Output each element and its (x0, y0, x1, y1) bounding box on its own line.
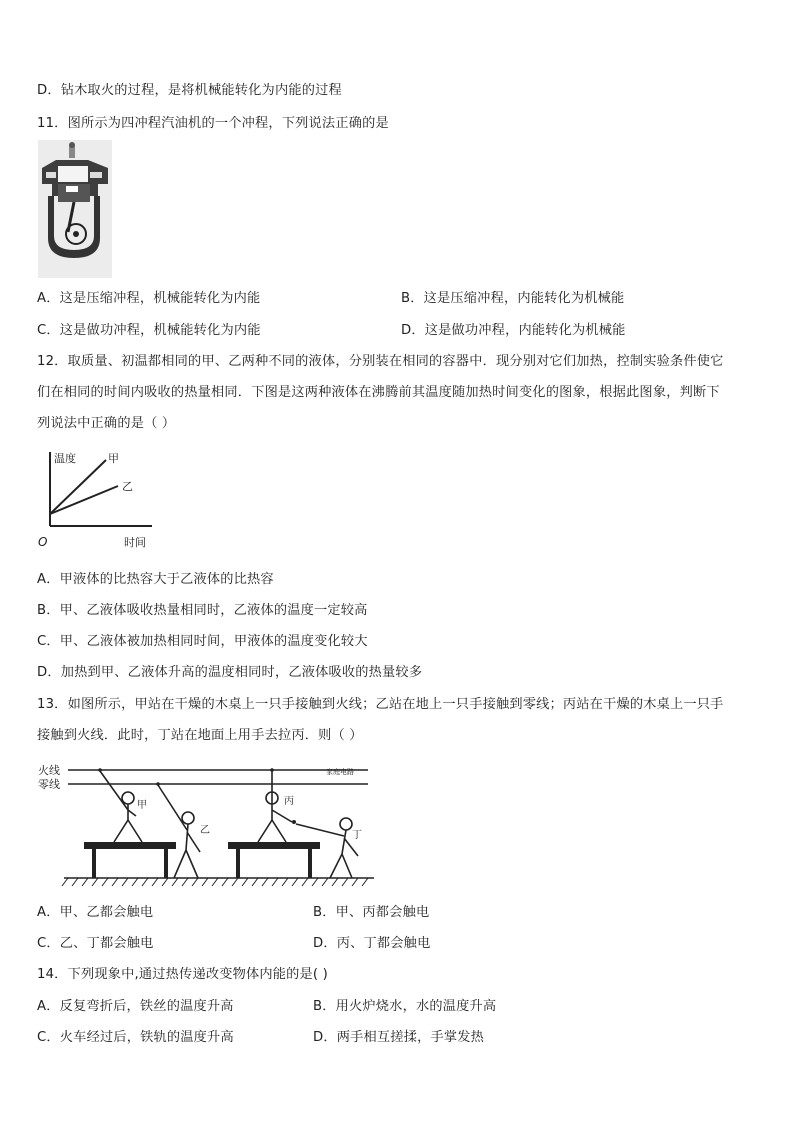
q13-stem-line1: 13．如图所示，甲站在干燥的木桌上一只手接触到火线；乙站在地上一只手接触到零线；丙站在干燥的木桌上一只手 (37, 697, 724, 712)
q12-option-d: D．加热到甲、乙液体升高的温度相同时，乙液体吸收的热量较多 (37, 665, 423, 680)
engine-cylinder-figure (38, 140, 112, 282)
live-wire-label: 火线 (38, 764, 60, 777)
q14-option-c: C．火车经过后，铁轨的温度升高 (37, 1030, 234, 1045)
q13-option-c: C．乙、丁都会触电 (37, 936, 154, 951)
q10-option-d: D．钻木取火的过程，是将机械能转化为内能的过程 (37, 83, 342, 98)
graph-label-jia: 甲 (108, 452, 119, 465)
q11-option-b: B．这是压缩冲程，内能转化为机械能 (401, 291, 625, 306)
q14-option-d: D．两手相互搓揉，手掌发热 (313, 1030, 485, 1045)
person-yi-label: 乙 (200, 825, 210, 836)
q12-option-c: C．甲、乙液体被加热相同时间，甲液体的温度变化较大 (37, 634, 368, 649)
circuit-people-figure (38, 760, 378, 892)
circuit-label: 家庭电路 (326, 768, 354, 776)
person-bing-label: 丙 (284, 796, 294, 807)
q14-option-a: A．反复弯折后，铁丝的温度升高 (37, 999, 234, 1014)
q14-stem: 14．下列现象中,通过热传递改变物体内能的是( ) (37, 967, 329, 982)
q11-stem: 11．图所示为四冲程汽油机的一个冲程，下列说法正确的是 (37, 116, 389, 131)
q12-option-a: A．甲液体的比热容大于乙液体的比热容 (37, 572, 274, 587)
temperature-time-graph (36, 446, 162, 554)
q13-option-a: A．甲、乙都会触电 (37, 905, 154, 920)
q11-option-a: A．这是压缩冲程，机械能转化为内能 (37, 291, 261, 306)
person-jia-label: 甲 (137, 800, 147, 811)
graph-label-yi: 乙 (122, 480, 133, 493)
q14-option-b: B．用火炉烧水，水的温度升高 (313, 999, 497, 1014)
graph-ylabel: 温度 (54, 452, 76, 465)
q13-option-b: B．甲、丙都会触电 (313, 905, 430, 920)
q12-stem-line1: 12．取质量、初温都相同的甲、乙两种不同的液体，分别装在相同的容器中．现分别对它们加热，控制实验条件使它 (37, 354, 724, 369)
neutral-wire-label: 零线 (38, 778, 60, 791)
q12-stem-line3: 列说法中正确的是（ ） (37, 416, 176, 431)
graph-xlabel: 时间 (124, 536, 146, 549)
q12-option-b: B．甲、乙液体吸收热量相同时，乙液体的温度一定较高 (37, 603, 368, 618)
q11-option-d: D．这是做功冲程，内能转化为机械能 (401, 323, 626, 338)
q11-option-c: C．这是做功冲程，机械能转化为内能 (37, 323, 261, 338)
person-ding-label: 丁 (352, 830, 362, 841)
q12-stem-line2: 们在相同的时间内吸收的热量相同．下图是这两种液体在沸腾前其温度随加热时间变化的图象，根据此图象，判断下 (37, 385, 720, 400)
q13-stem-line2: 接触到火线．此时，丁站在地面上用手去拉丙．则（ ） (37, 728, 363, 743)
graph-origin: O (38, 535, 48, 549)
q13-option-d: D．丙、丁都会触电 (313, 936, 431, 951)
